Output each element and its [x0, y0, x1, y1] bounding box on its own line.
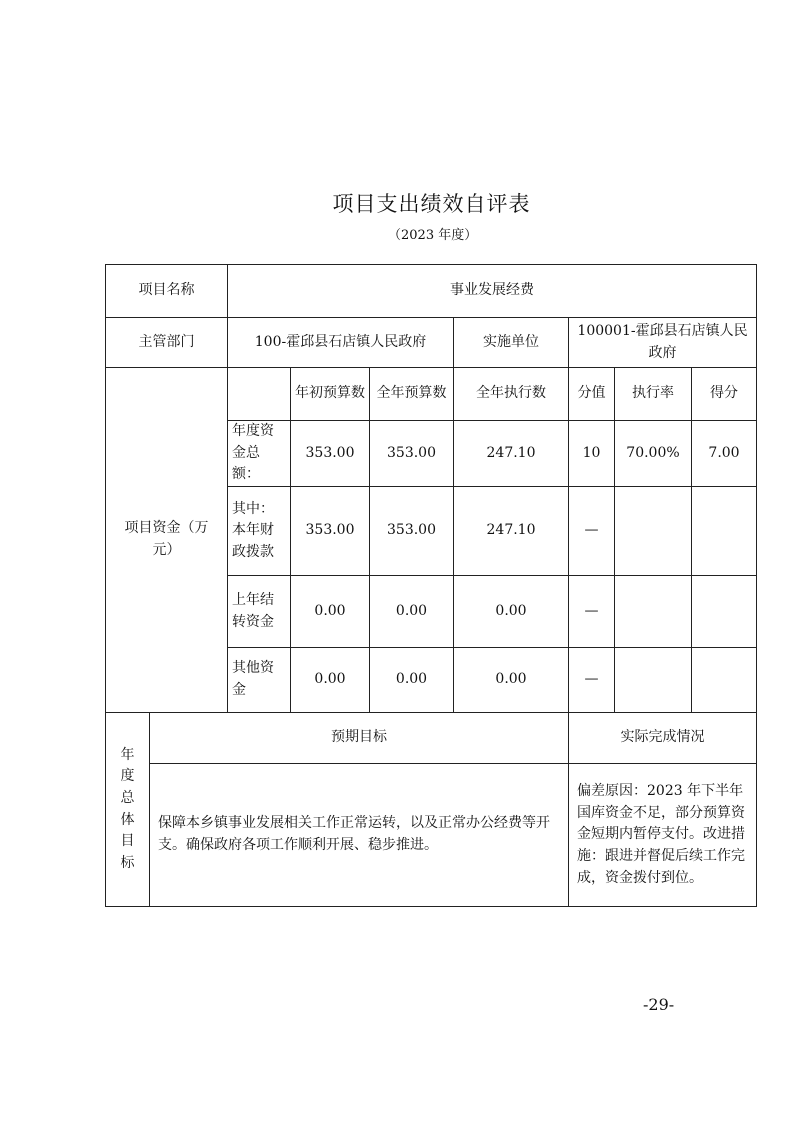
cell-rate — [615, 576, 692, 648]
evaluation-table — [105, 264, 757, 907]
goals-label-char: 目 — [120, 833, 135, 850]
header-score: 得分 — [692, 368, 757, 421]
expected-goals-text: 保障本乡镇事业发展相关工作正常运转，以及正常办公经费等开支。确保政府各项工作顺利开展、稳步推进。 — [150, 764, 569, 907]
cell-initial: 353.00 — [291, 421, 370, 487]
cell-initial: 353.00 — [291, 487, 370, 576]
funds-label-text: 项目资金（万元） — [124, 520, 209, 559]
cell-score-value: 10 — [569, 421, 615, 487]
header-annual-budget: 全年预算数 — [370, 368, 454, 421]
implementing-unit-label: 实施单位 — [454, 318, 569, 368]
funds-header-blank — [228, 368, 291, 421]
cell-score-value: — — [569, 576, 615, 648]
project-name-label: 项目名称 — [106, 265, 228, 318]
funds-label — [106, 368, 228, 713]
row-label: 其中：本年财政拨款 — [228, 487, 291, 576]
cell-executed: 247.10 — [454, 487, 569, 576]
expected-goals-header: 预期目标 — [150, 713, 569, 764]
implementing-unit-value: 100001-霍邱县石店镇人民政府 — [569, 318, 757, 368]
cell-score-value: — — [569, 487, 615, 576]
actual-completion-header: 实际完成情况 — [569, 713, 757, 764]
page-subtitle: （2023 年度） — [388, 228, 478, 243]
cell-annual: 353.00 — [370, 421, 454, 487]
cell-score — [692, 576, 757, 648]
department-row — [106, 318, 757, 368]
header-annual-executed: 全年执行数 — [454, 368, 569, 421]
actual-completion-text: 偏差原因：2023 年下半年国库资金不足，部分预算资金短期内暂停支付。改进措施：跟进并督促后续工作完成，资金拨付到位。 — [569, 764, 757, 907]
department-value: 100-霍邱县石店镇人民政府 — [228, 318, 454, 368]
header-execution-rate: 执行率 — [615, 368, 692, 421]
goals-label-char: 度 — [120, 768, 135, 785]
goals-header-row — [106, 713, 757, 764]
cell-rate: 70.00% — [615, 421, 692, 487]
row-label: 其他资金 — [228, 648, 291, 713]
annual-goals-label — [106, 713, 150, 907]
cell-annual: 353.00 — [370, 487, 454, 576]
goals-content-row — [106, 764, 757, 907]
cell-initial: 0.00 — [291, 576, 370, 648]
cell-executed: 0.00 — [454, 576, 569, 648]
cell-annual: 0.00 — [370, 576, 454, 648]
cell-executed: 247.10 — [454, 421, 569, 487]
goals-label-char: 体 — [120, 811, 135, 828]
header-score-value: 分值 — [569, 368, 615, 421]
cell-rate — [615, 487, 692, 576]
page-number: -29- — [643, 995, 675, 1014]
cell-executed: 0.00 — [454, 648, 569, 713]
page-title: 项目支出绩效自评表 — [332, 192, 531, 216]
department-label: 主管部门 — [106, 318, 228, 368]
cell-initial: 0.00 — [291, 648, 370, 713]
goals-label-char: 标 — [120, 854, 135, 871]
project-name-value: 事业发展经费 — [228, 265, 757, 318]
goals-label-char: 年 — [120, 746, 135, 763]
cell-score: 7.00 — [692, 421, 757, 487]
cell-rate — [615, 648, 692, 713]
cell-annual: 0.00 — [370, 648, 454, 713]
cell-score — [692, 487, 757, 576]
cell-score-value: — — [569, 648, 615, 713]
cell-score — [692, 648, 757, 713]
row-label: 年度资金总额： — [228, 421, 291, 487]
project-name-row — [106, 265, 757, 318]
funds-header-row — [106, 368, 757, 421]
row-label: 上年结转资金 — [228, 576, 291, 648]
goals-label-char: 总 — [120, 789, 135, 806]
header-initial-budget: 年初预算数 — [291, 368, 370, 421]
